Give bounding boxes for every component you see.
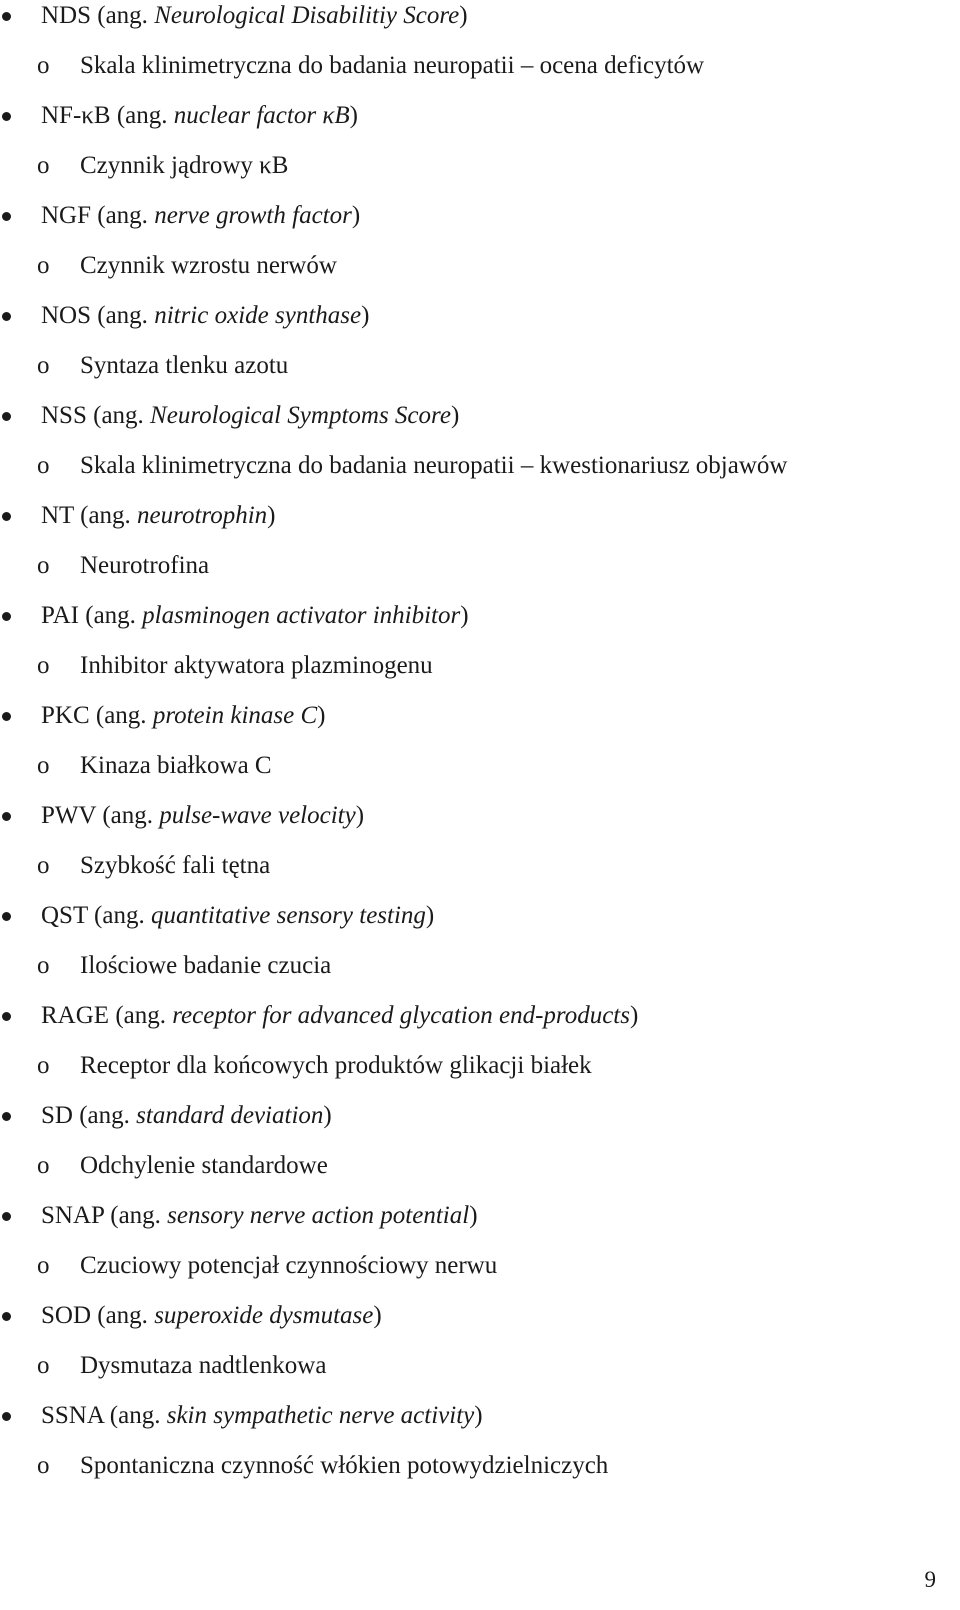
- bullet-icon: [2, 512, 11, 521]
- abbreviation-entry: [0, 1300, 960, 1400]
- abbreviation: PWV: [41, 802, 97, 829]
- abbreviation-entry: [0, 600, 960, 700]
- sub-bullet-marker: o: [37, 252, 50, 279]
- closing-paren: ): [351, 202, 361, 229]
- closing-paren: ): [323, 1102, 332, 1129]
- term-line: [0, 1400, 960, 1450]
- closing-paren: ): [349, 102, 358, 129]
- abbreviation: NF-κB: [41, 102, 111, 129]
- ang-label: (ang.: [85, 602, 136, 629]
- bullet-icon: [2, 1312, 11, 1321]
- english-term: nuclear factor κB: [173, 102, 350, 129]
- definition-line: [0, 850, 960, 900]
- ang-label: (ang.: [93, 402, 144, 429]
- abbreviation: NT: [41, 502, 74, 529]
- term-line: [0, 1300, 960, 1350]
- abbreviation-entry: [0, 900, 960, 1000]
- definition-line: [0, 950, 960, 1000]
- abbreviation-entry: [0, 200, 960, 300]
- polish-definition: Neurotrofina: [80, 552, 210, 579]
- ang-label: (ang.: [115, 1002, 166, 1029]
- term-line: [0, 600, 960, 650]
- polish-definition: Szybkość fali tętna: [80, 852, 271, 879]
- term-line: [0, 0, 960, 50]
- definition-line: [0, 1050, 960, 1100]
- term-line: [0, 300, 960, 350]
- english-term: standard deviation: [136, 1102, 324, 1129]
- term-line: [0, 800, 960, 850]
- abbreviation: NGF: [41, 202, 92, 229]
- abbreviation: QST: [41, 902, 88, 929]
- abbreviation-entry: [0, 1100, 960, 1200]
- polish-definition: Ilościowe badanie czucia: [80, 952, 332, 979]
- english-term: receptor for advanced glycation end-products: [172, 1002, 630, 1029]
- bullet-icon: [2, 612, 11, 621]
- abbreviation: SNAP: [41, 1202, 104, 1229]
- closing-paren: ): [474, 1402, 483, 1429]
- bullet-icon: [2, 312, 11, 321]
- definition-line: [0, 650, 960, 700]
- abbreviation-entry: [0, 800, 960, 900]
- term-line: [0, 200, 960, 250]
- bullet-icon: [2, 712, 11, 721]
- definition-line: [0, 1450, 960, 1500]
- polish-definition: Receptor dla końcowych produktów glikacji białek: [80, 1052, 592, 1079]
- sub-bullet-marker: o: [37, 352, 50, 379]
- abbreviation: PAI: [41, 602, 79, 629]
- ang-label: (ang.: [116, 102, 168, 129]
- polish-definition: Kinaza białkowa C: [80, 752, 272, 779]
- abbreviation: NSS: [41, 402, 87, 429]
- closing-paren: ): [459, 2, 468, 29]
- definition-line: [0, 1250, 960, 1300]
- bullet-icon: [2, 112, 11, 121]
- closing-paren: ): [355, 802, 365, 829]
- sub-bullet-marker: o: [37, 1052, 50, 1079]
- closing-paren: ): [317, 702, 326, 729]
- closing-paren: ): [450, 402, 460, 429]
- bullet-icon: [2, 1112, 11, 1121]
- english-term: nerve growth factor: [154, 202, 352, 229]
- polish-definition: Czuciowy potencjał czynnościowy nerwu: [80, 1252, 498, 1279]
- definition-line: [0, 1150, 960, 1200]
- english-term: plasminogen activator inhibitor: [142, 602, 461, 629]
- closing-paren: ): [267, 502, 276, 529]
- ang-label: (ang.: [102, 802, 154, 829]
- abbreviation: SD: [41, 1102, 73, 1129]
- abbreviation: PKC: [41, 702, 90, 729]
- bullet-icon: [2, 1012, 11, 1021]
- definition-line: [0, 150, 960, 200]
- term-line: [0, 100, 960, 150]
- term-line: [0, 700, 960, 750]
- ang-label: (ang.: [80, 502, 131, 529]
- closing-paren: ): [373, 1302, 382, 1329]
- sub-bullet-marker: o: [37, 852, 50, 879]
- sub-bullet-marker: o: [37, 752, 50, 779]
- polish-definition: Syntaza tlenku azotu: [80, 352, 289, 379]
- abbreviation-entry: [0, 1000, 960, 1100]
- term-line: [0, 1000, 960, 1050]
- abbreviation: NOS: [41, 302, 92, 329]
- ang-label: (ang.: [97, 202, 148, 229]
- bullet-icon: [2, 1212, 11, 1221]
- bullet-icon: [2, 912, 11, 921]
- polish-definition: Skala klinimetryczna do badania neuropatii – ocena deficytów: [80, 52, 705, 79]
- term-line: [0, 400, 960, 450]
- polish-definition: Odchylenie standardowe: [80, 1152, 328, 1179]
- closing-paren: ): [425, 902, 435, 929]
- ang-label: (ang.: [97, 1302, 148, 1329]
- abbreviation-entry: [0, 500, 960, 600]
- term-line: [0, 500, 960, 550]
- definition-line: [0, 250, 960, 300]
- abbreviation-entry: [0, 0, 960, 100]
- bullet-icon: [2, 12, 11, 21]
- bullet-icon: [2, 1412, 11, 1421]
- definition-line: [0, 1350, 960, 1400]
- english-term: Neurological Symptoms Score: [150, 402, 451, 429]
- abbreviation-entry: [0, 300, 960, 400]
- english-term: Neurological Disabilitiy Score: [154, 2, 460, 29]
- ang-label: (ang.: [94, 902, 145, 929]
- closing-paren: ): [630, 1002, 639, 1029]
- polish-definition: Spontaniczna czynność włókien potowydzielniczych: [80, 1452, 609, 1479]
- page-number: 9: [924, 1567, 936, 1592]
- closing-paren: ): [460, 602, 469, 629]
- sub-bullet-marker: o: [37, 1252, 50, 1279]
- polish-definition: Inhibitor aktywatora plazminogenu: [80, 652, 433, 679]
- english-term: nitric oxide synthase: [154, 302, 362, 329]
- ang-label: (ang.: [109, 1402, 161, 1429]
- abbreviation-entry: [0, 400, 960, 500]
- definition-line: [0, 550, 960, 600]
- ang-label: (ang.: [95, 702, 147, 729]
- english-term: pulse-wave velocity: [159, 802, 356, 829]
- term-line: [0, 1200, 960, 1250]
- polish-definition: Dysmutaza nadtlenkowa: [80, 1352, 327, 1379]
- bullet-icon: [2, 212, 11, 221]
- definition-line: [0, 450, 960, 500]
- ang-label: (ang.: [97, 2, 148, 29]
- abbreviation: SSNA: [41, 1402, 104, 1429]
- term-line: [0, 1100, 960, 1150]
- abbreviation: NDS: [41, 2, 92, 29]
- abbreviation-entry: [0, 100, 960, 200]
- sub-bullet-marker: o: [37, 652, 50, 679]
- abbreviation: SOD: [41, 1302, 92, 1329]
- ang-label: (ang.: [97, 302, 148, 329]
- sub-bullet-marker: o: [37, 952, 50, 979]
- definition-line: [0, 750, 960, 800]
- ang-label: (ang.: [79, 1102, 130, 1129]
- sub-bullet-marker: o: [37, 1152, 50, 1179]
- bullet-icon: [2, 412, 11, 421]
- abbreviation-entry: [0, 1400, 960, 1500]
- polish-definition: Czynnik jądrowy κB: [80, 152, 289, 179]
- english-term: protein kinase C: [152, 702, 318, 729]
- bullet-icon: [2, 812, 11, 821]
- sub-bullet-marker: o: [37, 52, 50, 79]
- sub-bullet-marker: o: [37, 1452, 50, 1479]
- sub-bullet-marker: o: [37, 452, 50, 479]
- abbreviation-entry: [0, 1200, 960, 1300]
- ang-label: (ang.: [110, 1202, 161, 1229]
- english-term: sensory nerve action potential: [167, 1202, 470, 1229]
- closing-paren: ): [469, 1202, 478, 1229]
- english-term: quantitative sensory testing: [150, 902, 426, 929]
- sub-bullet-marker: o: [37, 152, 50, 179]
- polish-definition: Czynnik wzrostu nerwów: [80, 252, 337, 279]
- english-term: superoxide dysmutase: [154, 1302, 374, 1329]
- sub-bullet-marker: o: [37, 1352, 50, 1379]
- sub-bullet-marker: o: [37, 552, 50, 579]
- term-line: [0, 900, 960, 950]
- abbreviation: RAGE: [41, 1002, 110, 1029]
- english-term: skin sympathetic nerve activity: [166, 1402, 475, 1429]
- closing-paren: ): [361, 302, 370, 329]
- english-term: neurotrophin: [137, 502, 268, 529]
- polish-definition: Skala klinimetryczna do badania neuropatii – kwestionariusz objawów: [80, 452, 788, 479]
- definition-line: [0, 350, 960, 400]
- abbreviation-entry: [0, 700, 960, 800]
- definition-line: [0, 50, 960, 100]
